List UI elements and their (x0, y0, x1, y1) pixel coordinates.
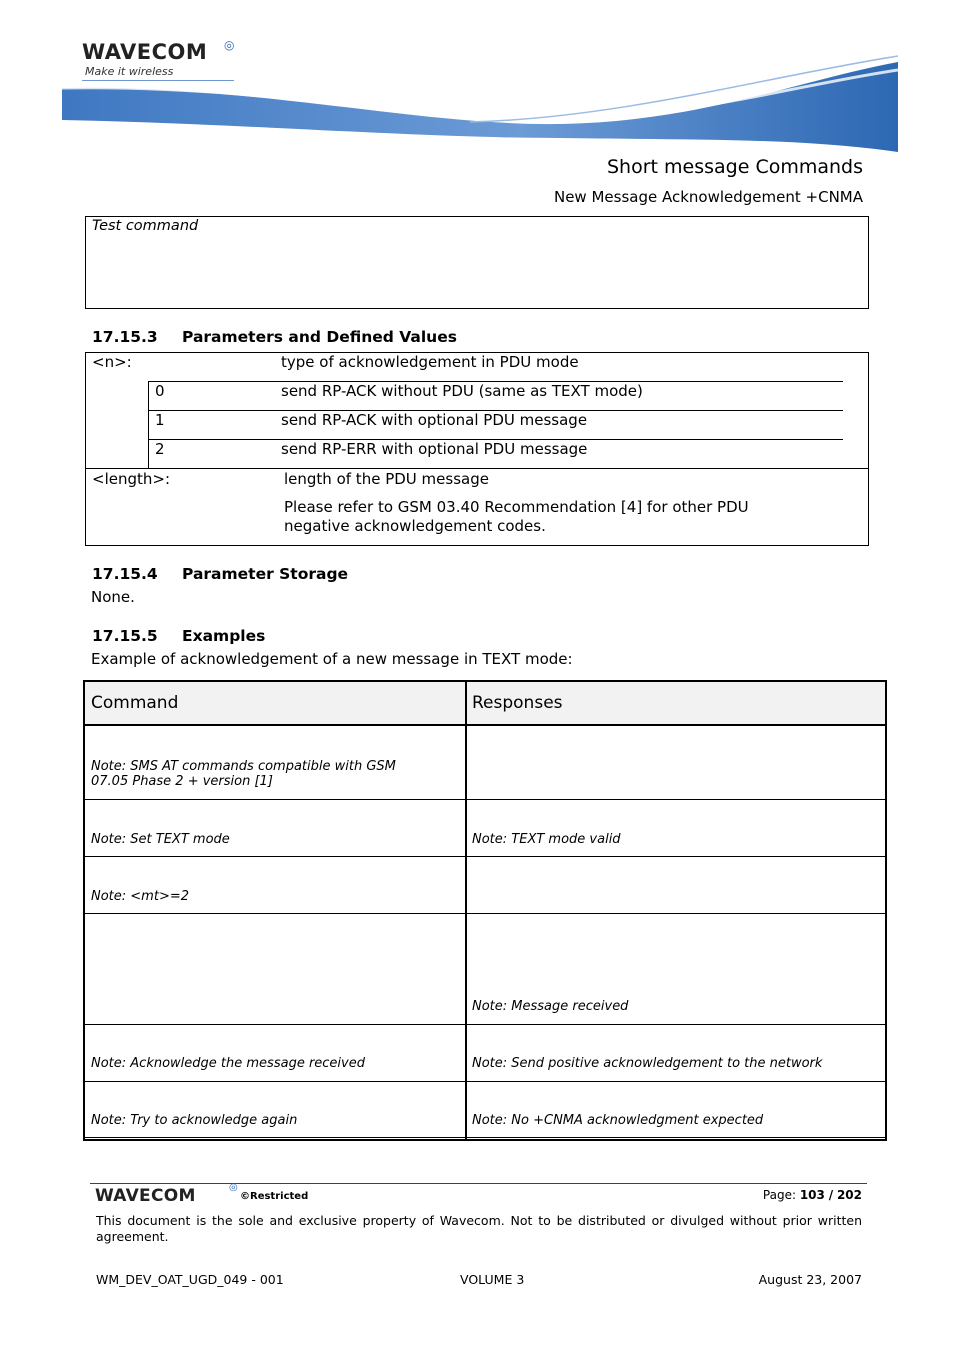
footer-page-number (763, 1188, 862, 1202)
param-n-name: <n>: (92, 353, 132, 371)
page-total: 202 (836, 1188, 862, 1202)
examples-table-header (85, 682, 885, 726)
command-note-line: Note: SMS AT commands compatible with GSM (91, 759, 396, 774)
logo-swirl-icon: ◎ (224, 38, 235, 52)
footer-volume: VOLUME 3 (460, 1272, 525, 1287)
test-command-label: Test command (92, 218, 199, 234)
table-row (85, 914, 885, 1025)
heading-parameters-number: 17.15.3 (92, 328, 158, 346)
header-wave-graphic (0, 0, 954, 160)
footer-restricted: ©Restricted (240, 1191, 309, 1202)
table-row (85, 1025, 885, 1082)
param-n-value-0: 0 (155, 382, 165, 400)
param-n-value-1: 1 (155, 411, 165, 429)
logo-tagline: Make it wireless (85, 65, 174, 78)
section-title: Short message Commands (606, 156, 863, 178)
heading-storage-number: 17.15.4 (92, 565, 158, 583)
response-note: Note: TEXT mode valid (472, 832, 621, 847)
param-length-note-line1: Please refer to GSM 03.40 Recommendation [4] for other PDU (284, 498, 749, 516)
param-n-values-divider (148, 381, 149, 468)
command-note-line: 07.05 Phase 2 + version [1] (91, 774, 273, 789)
footer-rule (90, 1183, 867, 1184)
footer-doc-ref: WM_DEV_OAT_UGD_049 - 001 (96, 1272, 284, 1287)
test-command-box (85, 216, 869, 309)
response-note: Note: No +CNMA acknowledgment expected (472, 1113, 764, 1128)
subsection-title: New Message Acknowledgement +CNMA (553, 188, 863, 206)
command-note: Note: Try to acknowledge again (91, 1113, 298, 1128)
parameters-table (85, 352, 869, 546)
footer-wavecom-logo: WAVECOM (95, 1186, 196, 1206)
heading-parameters (92, 328, 457, 346)
table-row (85, 1082, 885, 1138)
heading-examples (92, 627, 265, 645)
examples-table (83, 680, 887, 1141)
command-note (91, 759, 451, 789)
storage-text: None. (91, 588, 135, 606)
param-length-description: length of the PDU message (284, 470, 489, 488)
footer-date: August 23, 2007 (758, 1272, 862, 1287)
command-note: Note: Set TEXT mode (91, 832, 230, 847)
command-note: Note: <mt>=2 (91, 889, 189, 904)
heading-storage-title: Parameter Storage (182, 565, 349, 583)
heading-storage (92, 565, 348, 583)
page-current: 103 (799, 1188, 825, 1202)
page-label: Page: (762, 1188, 796, 1202)
param-length-name: <length>: (92, 470, 171, 488)
header-responses: Responses (472, 693, 563, 713)
footer-notice: This document is the sole and exclusive property of Wavecom. Not to be distributed or divulged without prior written agreement. (96, 1213, 862, 1244)
table-row (85, 857, 885, 914)
examples-intro: Example of acknowledgement of a new message in TEXT mode: (91, 650, 573, 668)
param-n-value-0-description: send RP-ACK without PDU (same as TEXT mode) (281, 382, 643, 400)
param-n-description: type of acknowledgement in PDU mode (281, 353, 579, 371)
param-n-value-2-description: send RP-ERR with optional PDU message (281, 440, 588, 458)
command-note: Note: Acknowledge the message received (91, 1056, 365, 1071)
response-note: Note: Message received (472, 999, 629, 1014)
header-command: Command (91, 693, 179, 713)
heading-parameters-title: Parameters and Defined Values (182, 328, 457, 346)
wavecom-logo: WAVECOM (82, 40, 208, 64)
footer-logo-swirl-icon: ◎ (229, 1182, 238, 1193)
param-length-note-line2: negative acknowledgement codes. (284, 517, 546, 535)
page-separator: / (828, 1188, 834, 1202)
param-row-divider (86, 468, 868, 469)
param-n-value-2: 2 (155, 440, 165, 458)
heading-examples-number: 17.15.5 (92, 627, 158, 645)
param-n-value-1-description: send RP-ACK with optional PDU message (281, 411, 588, 429)
heading-examples-title: Examples (182, 627, 266, 645)
response-note: Note: Send positive acknowledgement to the network (472, 1056, 823, 1071)
table-row (85, 800, 885, 857)
table-row (85, 726, 885, 800)
examples-column-divider (465, 682, 467, 1139)
